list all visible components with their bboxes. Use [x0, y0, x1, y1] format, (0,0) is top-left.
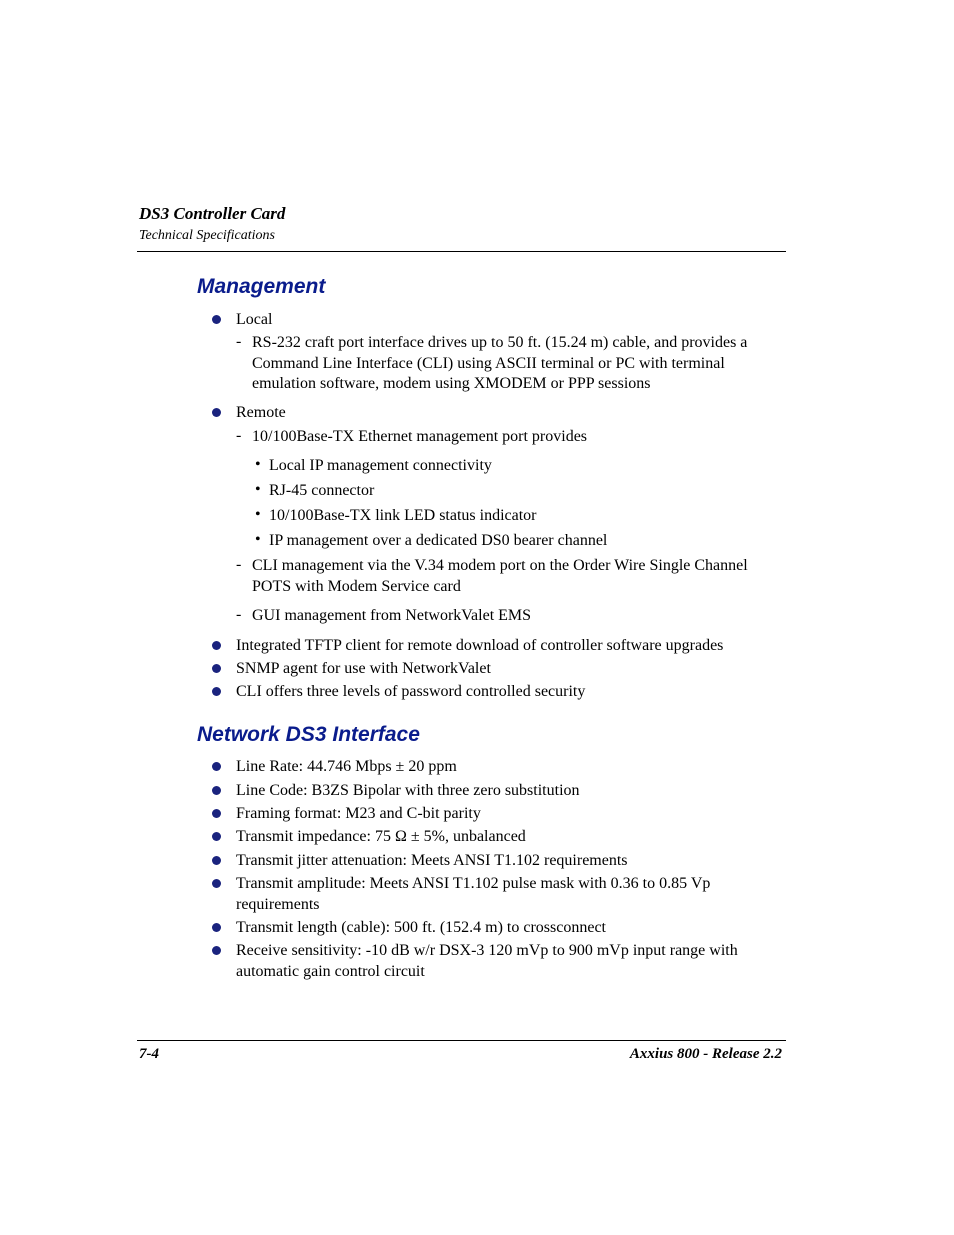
bullet-icon — [212, 786, 221, 795]
bullet-icon — [212, 315, 221, 324]
list-item: SNMP agent for use with NetworkValet — [236, 660, 491, 677]
list-item-local: Local — [236, 311, 273, 328]
remote-gui-line: GUI management from NetworkValet EMS — [252, 607, 532, 624]
list-item: Integrated TFTP client for remote download of controller software upgrades — [236, 637, 724, 654]
footer-product-release: Axxius 800 - Release 2.2 — [629, 1046, 782, 1062]
dash-marker: - — [236, 333, 242, 350]
local-rs232-line-1: RS-232 craft port interface drives up to 50 ft. (15.24 m) cable, and provides a — [252, 334, 748, 351]
bullet-icon — [212, 832, 221, 841]
remote-sub-item: IP management over a dedicated DS0 bearer channel — [269, 532, 608, 549]
bullet-icon — [212, 762, 221, 771]
sub-bullet-icon: • — [255, 481, 261, 498]
bullet-icon — [212, 946, 221, 955]
sub-bullet-icon: • — [255, 506, 261, 523]
list-item: CLI offers three levels of password controlled security — [236, 683, 586, 700]
bullet-icon — [212, 641, 221, 650]
dash-marker: - — [236, 606, 242, 623]
remote-cli-line-1: CLI management via the V.34 modem port on the Order Wire Single Channel — [252, 557, 748, 574]
page-number: 7-4 — [139, 1046, 159, 1062]
list-item-continuation: requirements — [236, 895, 320, 913]
list-item: Transmit jitter attenuation: Meets ANSI T1.102 requirements — [236, 852, 628, 869]
list-item: Transmit length (cable): 500 ft. (152.4 m) to crossconnect — [236, 919, 606, 936]
dash-marker: - — [236, 427, 242, 444]
list-item: Transmit amplitude: Meets ANSI T1.102 pulse mask with 0.36 to 0.85 Vp — [236, 875, 711, 892]
remote-sub-item: RJ-45 connector — [269, 482, 375, 499]
list-item: Line Code: B3ZS Bipolar with three zero substitution — [236, 782, 580, 799]
sub-bullet-icon: • — [255, 456, 261, 473]
remote-ethernet-line: 10/100Base-TX Ethernet management port provides — [252, 428, 588, 445]
list-item: Line Rate: 44.746 Mbps ± 20 ppm — [236, 758, 457, 775]
local-rs232-line-2: Command Line Interface (CLI) using ASCII terminal or PC with terminal — [252, 354, 725, 372]
list-item-continuation: automatic gain control circuit — [236, 962, 425, 980]
section-title-network-ds3: Network DS3 Interface — [197, 723, 420, 746]
bullet-icon — [212, 809, 221, 818]
list-item: Framing format: M23 and C-bit parity — [236, 805, 481, 822]
bullet-icon — [212, 879, 221, 888]
bullet-icon — [212, 664, 221, 673]
running-header-title: DS3 Controller Card — [139, 204, 286, 223]
remote-sub-item: 10/100Base-TX link LED status indicator — [269, 507, 537, 524]
bullet-icon — [212, 687, 221, 696]
local-rs232-line-3: emulation software, modem using XMODEM or PPP sessions — [252, 375, 651, 392]
running-header-subtitle: Technical Specifications — [139, 228, 275, 243]
section-title-management: Management — [197, 275, 326, 298]
bullet-icon — [212, 856, 221, 865]
sub-bullet-icon: • — [255, 531, 261, 548]
bullet-icon — [212, 408, 221, 417]
remote-cli-line-2: POTS with Modem Service card — [252, 577, 461, 595]
list-item: Transmit impedance: 75 Ω ± 5%, unbalanced — [236, 828, 526, 845]
list-item: Receive sensitivity: -10 dB w/r DSX-3 120 mVp to 900 mVp input range with — [236, 942, 738, 959]
header-rule — [137, 251, 786, 252]
footer-rule — [137, 1040, 786, 1041]
remote-sub-item: Local IP management connectivity — [269, 457, 492, 474]
bullet-icon — [212, 923, 221, 932]
list-item-remote: Remote — [236, 404, 286, 421]
dash-marker: - — [236, 556, 242, 573]
